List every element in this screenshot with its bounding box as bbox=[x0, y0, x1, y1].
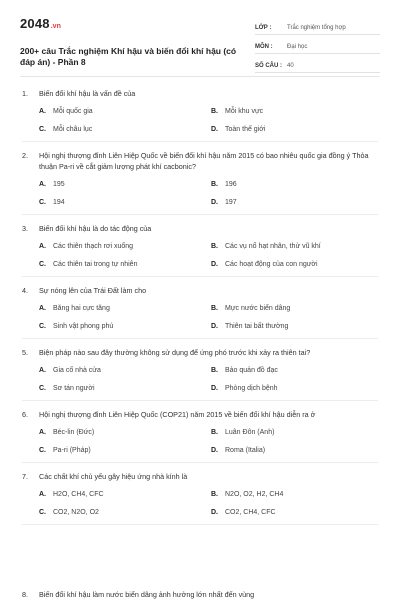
logo-name: 2048 bbox=[20, 16, 50, 31]
answer-options bbox=[39, 242, 378, 270]
answer-option-a[interactable]: A. Mỗi quốc gia bbox=[39, 108, 93, 115]
answer-option-d[interactable]: D. 197 bbox=[211, 199, 237, 206]
question-number: 7. bbox=[22, 472, 28, 481]
answer-option-c[interactable]: C. Sinh vật phong phú bbox=[39, 323, 114, 330]
question-number: 1. bbox=[22, 89, 28, 98]
question-item bbox=[22, 80, 378, 142]
answer-option-a[interactable]: A. Béc-lin (Đức) bbox=[39, 429, 95, 436]
answer-option-b[interactable]: B. Các vụ nổ hạt nhân, thử vũ khí bbox=[211, 243, 321, 250]
answer-option-b[interactable]: B. N2O, O2, H2, CH4 bbox=[211, 491, 284, 498]
question-text: Các chất khí chủ yếu gây hiệu ứng nhà kính là bbox=[39, 472, 188, 481]
meta-row-count bbox=[255, 54, 380, 73]
question-text: Sự nóng lên của Trái Đất làm cho bbox=[39, 286, 147, 295]
answer-options bbox=[39, 180, 378, 208]
answer-option-c[interactable]: C. Các thiên tai trong tự nhiên bbox=[39, 261, 138, 268]
answer-option-a[interactable]: A. 195 bbox=[39, 181, 65, 188]
question-number: 2. bbox=[22, 151, 28, 160]
document-title: 200+ câu Trắc nghiệm Khí hậu và biến đổi khí hậu (có đáp án) - Phần 8 bbox=[20, 46, 237, 67]
answer-option-d[interactable]: D. Toàn thế giới bbox=[211, 126, 266, 133]
question-list bbox=[22, 80, 378, 525]
answer-options bbox=[39, 366, 378, 394]
question-item bbox=[22, 401, 378, 463]
answer-option-b[interactable]: B. Bảo quản đồ đạc bbox=[211, 367, 278, 374]
question-item bbox=[22, 463, 378, 525]
meta-label: LỚP : bbox=[255, 25, 272, 31]
answer-option-d[interactable]: D. CO2, CH4, CFC bbox=[211, 509, 276, 516]
question-number: 5. bbox=[22, 348, 28, 357]
answer-option-b[interactable]: B. Mỗi khu vực bbox=[211, 108, 264, 115]
answer-option-c[interactable]: C. 194 bbox=[39, 199, 65, 206]
question-number: 8. bbox=[22, 590, 28, 599]
question-text: Biện pháp nào sau đây thường không sử dụng để ứng phó trước khi xảy ra thiên tai? bbox=[39, 348, 311, 357]
question-item bbox=[22, 339, 378, 401]
answer-option-d[interactable]: D. Roma (Italia) bbox=[211, 447, 266, 454]
meta-info bbox=[255, 16, 380, 73]
meta-row-subject bbox=[255, 35, 380, 54]
answer-option-b[interactable]: B. Luân Đôn (Anh) bbox=[211, 429, 275, 436]
answer-option-a[interactable]: A. Các thiên thạch rơi xuống bbox=[39, 243, 134, 250]
answer-option-d[interactable]: D. Phòng dịch bệnh bbox=[211, 385, 278, 392]
question-number: 4. bbox=[22, 286, 28, 295]
answer-option-c[interactable]: C. Mỗi châu lục bbox=[39, 126, 93, 133]
answer-option-d[interactable]: D. Thiên tai bất thường bbox=[211, 323, 289, 330]
answer-options bbox=[39, 304, 378, 332]
answer-option-c[interactable]: C. CO2, N2O, O2 bbox=[39, 509, 99, 516]
question-number: 3. bbox=[22, 224, 28, 233]
meta-value: Đại học bbox=[287, 44, 308, 50]
meta-label: SỐ CÂU : bbox=[255, 63, 282, 69]
meta-row-class bbox=[255, 16, 380, 35]
question-item-partial bbox=[22, 590, 378, 599]
question-item bbox=[22, 215, 378, 277]
question-number: 6. bbox=[22, 410, 28, 419]
question-text: Biến đổi khí hậu làm nước biển dâng ảnh hưởng lớn nhất đến vùng bbox=[39, 590, 255, 599]
question-text: Hội nghị thượng đỉnh Liên Hiệp Quốc về biến đổi khí hậu năm 2015 có bao nhiêu quốc gia đồng ý Thỏa thuận Pa-ri về cắt giảm lượng phát khí cacbonic? bbox=[39, 151, 369, 171]
header-divider bbox=[20, 76, 380, 77]
answer-option-d[interactable]: D. Các hoạt động của con người bbox=[211, 261, 318, 268]
logo-suffix: .vn bbox=[50, 23, 61, 30]
answer-option-b[interactable]: B. 196 bbox=[211, 181, 237, 188]
answer-options bbox=[39, 428, 378, 456]
site-logo[interactable] bbox=[20, 16, 61, 31]
document-header bbox=[20, 14, 380, 74]
answer-option-c[interactable]: C. Sơ tán người bbox=[39, 385, 95, 392]
meta-label: MÔN : bbox=[255, 44, 273, 50]
meta-value: Trắc nghiệm tổng hợp bbox=[287, 25, 346, 31]
question-text: Biến đổi khí hậu là vấn đề của bbox=[39, 89, 136, 98]
answer-option-a[interactable]: A. H2O, CH4, CFC bbox=[39, 491, 104, 498]
question-text: Biến đổi khí hậu là do tác động của bbox=[39, 224, 152, 233]
question-item bbox=[22, 142, 378, 215]
answer-options bbox=[39, 107, 378, 135]
answer-option-a[interactable]: A. Băng hai cực tăng bbox=[39, 305, 110, 312]
answer-option-b[interactable]: B. Mực nước biển dâng bbox=[211, 305, 291, 312]
answer-option-a[interactable]: A. Gia cố nhà cửa bbox=[39, 367, 101, 374]
question-item bbox=[22, 277, 378, 339]
answer-option-c[interactable]: C. Pa-ri (Pháp) bbox=[39, 447, 91, 454]
meta-value: 40 bbox=[287, 63, 294, 69]
question-text: Hội nghị thượng đỉnh Liên Hiệp Quốc (COP21) năm 2015 về biến đổi khí hậu diễn ra ở bbox=[39, 410, 316, 419]
answer-options bbox=[39, 490, 378, 518]
